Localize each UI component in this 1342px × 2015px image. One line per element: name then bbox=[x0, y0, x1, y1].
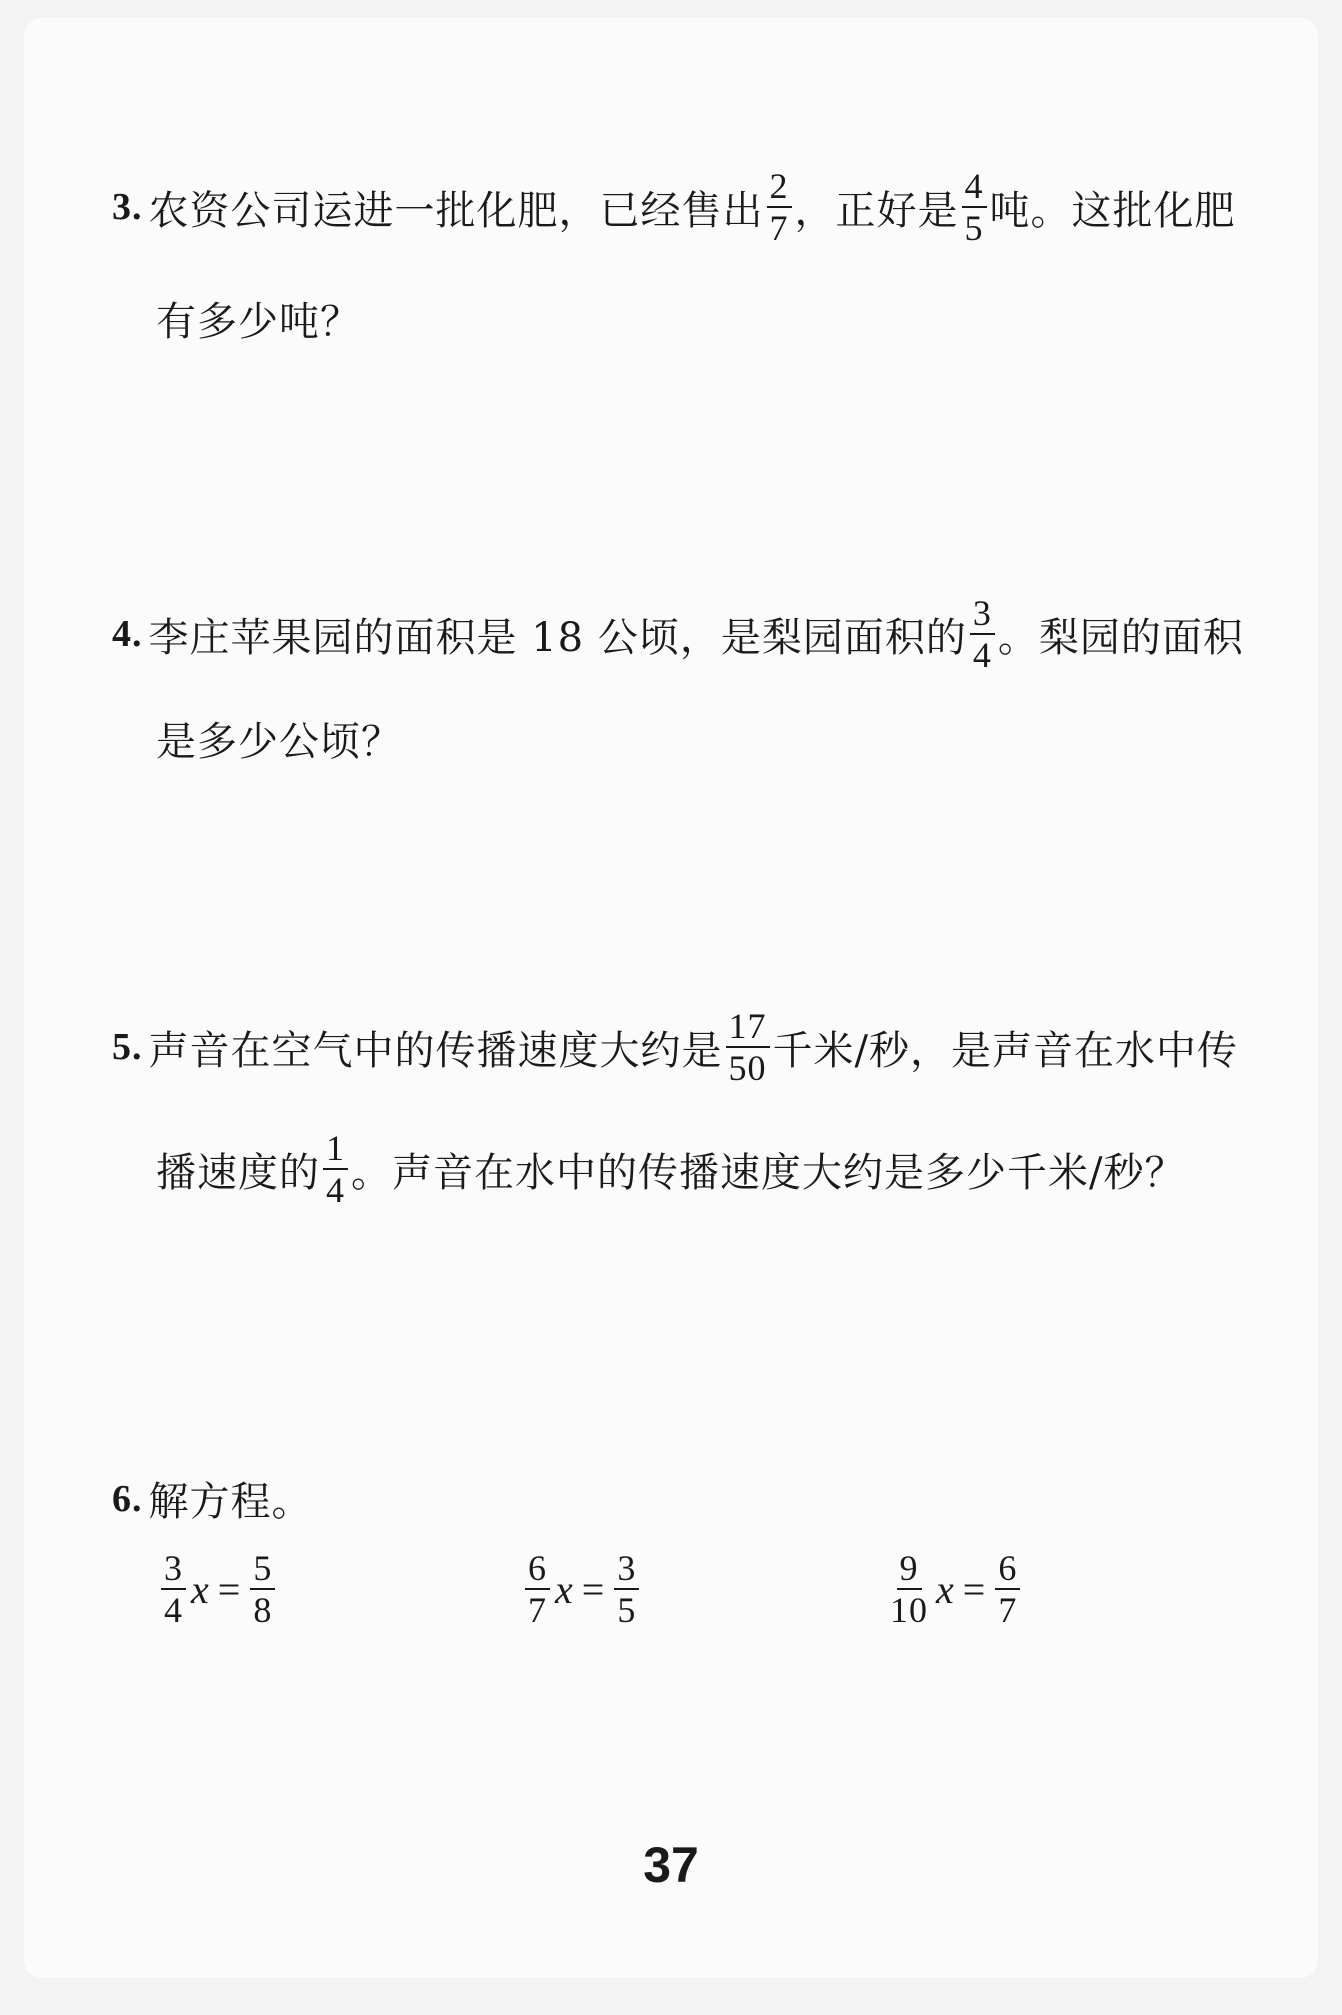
q6-equation-3 bbox=[884, 1548, 1023, 1630]
eq3-equals: = bbox=[962, 1566, 987, 1612]
eq1-rhs bbox=[250, 1548, 275, 1630]
eq1-rhs-den: 8 bbox=[253, 1590, 273, 1630]
q5-line2 bbox=[156, 1128, 1185, 1210]
q5-line1 bbox=[112, 1006, 1238, 1088]
q4-fraction-a-num: 3 bbox=[970, 593, 995, 635]
q5-line2-text-a: 播速度的 bbox=[156, 1149, 320, 1196]
q5-fraction-a-den: 50 bbox=[728, 1048, 767, 1088]
eq1-variable: x bbox=[191, 1566, 210, 1612]
q4-line1 bbox=[112, 593, 1244, 675]
eq2-coef-den: 7 bbox=[528, 1590, 547, 1630]
q3-fraction-a bbox=[767, 166, 792, 248]
eq2-rhs-num: 3 bbox=[614, 1548, 639, 1590]
eq3-rhs-den: 7 bbox=[998, 1590, 1018, 1630]
q3-text-b: ，正好是 bbox=[794, 187, 959, 234]
q4-fraction-a bbox=[970, 593, 995, 675]
q4-text-b: 。梨园的面积 bbox=[997, 614, 1244, 661]
q3-fraction-b bbox=[962, 166, 987, 248]
eq2-coefficient bbox=[525, 1548, 550, 1630]
q4-line2-text: 是多少公顷？ bbox=[156, 719, 402, 765]
eq2-rhs-den: 5 bbox=[617, 1590, 637, 1630]
q6-equation-1 bbox=[158, 1548, 278, 1630]
q3-fraction-a-num: 2 bbox=[767, 166, 792, 208]
eq3-rhs bbox=[995, 1548, 1020, 1630]
q4-line2 bbox=[156, 710, 402, 767]
q3-line1 bbox=[112, 166, 1236, 248]
eq1-coef-den: 4 bbox=[164, 1590, 183, 1630]
q3-text-a: 农资公司运进一批化肥，已经售出 bbox=[148, 187, 764, 234]
eq3-coefficient bbox=[887, 1548, 931, 1630]
q5-fraction-a-num: 17 bbox=[726, 1006, 770, 1048]
eq1-coef-num: 3 bbox=[161, 1548, 186, 1590]
q4-text-a: 李庄苹果园的面积是 18 公顷，是梨园面积的 bbox=[148, 614, 967, 661]
eq3-coef-den: 10 bbox=[890, 1590, 928, 1630]
q5-line2-text-b: 。声音在水中的传播速度大约是多少千米/秒？ bbox=[351, 1149, 1186, 1196]
eq3-variable: x bbox=[936, 1566, 955, 1612]
eq1-equals: = bbox=[217, 1566, 242, 1612]
q6-line1 bbox=[112, 1470, 313, 1527]
worksheet-page bbox=[24, 18, 1318, 1978]
q5-text-a: 声音在空气中的传播速度大约是 bbox=[148, 1027, 723, 1074]
q6-equation-2 bbox=[522, 1548, 642, 1630]
eq2-coef-num: 6 bbox=[525, 1548, 550, 1590]
q3-text-c: 吨。这批化肥 bbox=[989, 187, 1236, 234]
q3-fraction-b-num: 4 bbox=[962, 166, 987, 208]
q5-text-b: 千米/秒，是声音在水中传 bbox=[772, 1027, 1238, 1074]
q5-fraction-b bbox=[323, 1128, 348, 1210]
eq1-coefficient bbox=[161, 1548, 186, 1630]
eq1-rhs-num: 5 bbox=[250, 1548, 275, 1590]
q5-fraction-b-den: 4 bbox=[326, 1170, 345, 1210]
q6-number: 6. bbox=[112, 1477, 143, 1520]
q4-fraction-a-den: 4 bbox=[972, 635, 992, 675]
q3-line2-text: 有多少吨？ bbox=[156, 299, 361, 345]
page-number: 37 bbox=[643, 1837, 699, 1893]
q5-fraction-a bbox=[726, 1006, 770, 1088]
q3-fraction-b-den: 5 bbox=[964, 208, 984, 248]
eq3-rhs-num: 6 bbox=[995, 1548, 1020, 1590]
eq2-variable: x bbox=[555, 1566, 574, 1612]
q4-number: 4. bbox=[112, 613, 143, 655]
q6-title: 解方程。 bbox=[148, 1479, 313, 1525]
q3-line2 bbox=[156, 290, 361, 347]
q5-number: 5. bbox=[112, 1026, 143, 1068]
eq2-equals: = bbox=[581, 1566, 606, 1612]
q3-fraction-a-den: 7 bbox=[769, 208, 789, 248]
eq3-coef-num: 9 bbox=[897, 1548, 922, 1590]
q3-number: 3. bbox=[112, 186, 143, 228]
eq2-rhs bbox=[614, 1548, 639, 1630]
q5-fraction-b-num: 1 bbox=[323, 1128, 348, 1170]
